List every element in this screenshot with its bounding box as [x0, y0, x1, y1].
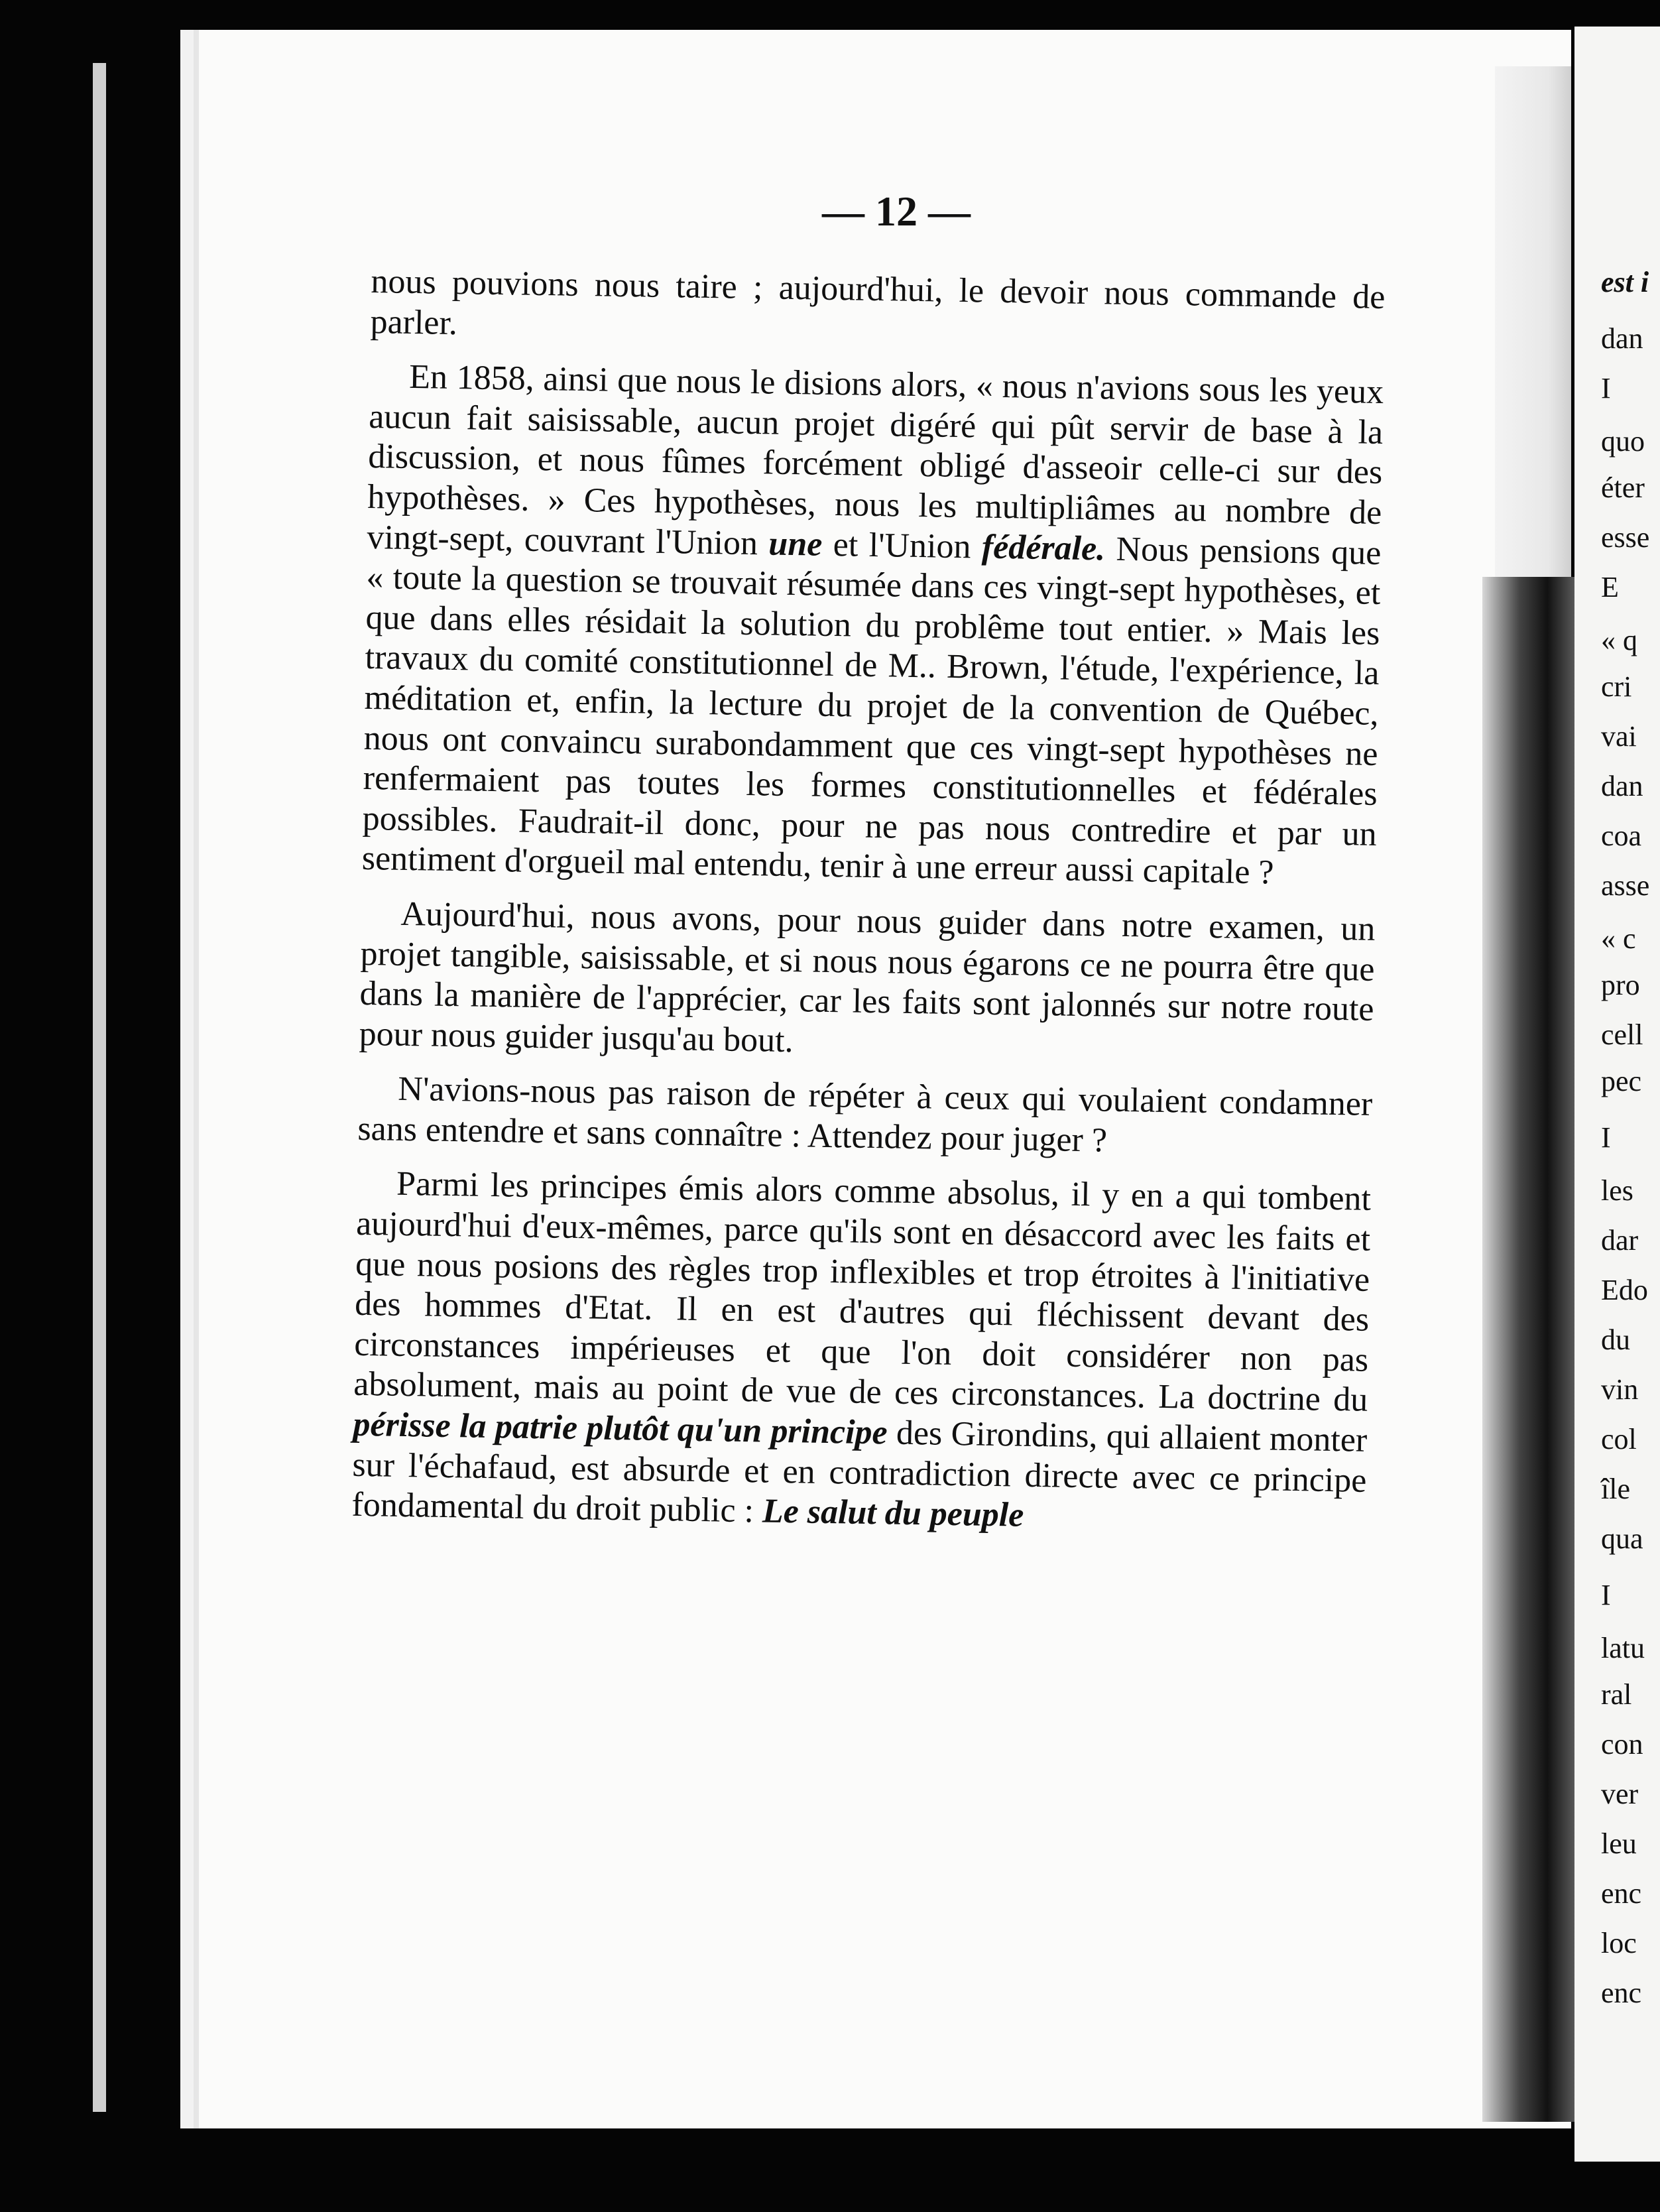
next-page-fragment: con	[1601, 1728, 1643, 1760]
text-run: Parmi les principes émis alors comme absolus, il y en a qui tombent aujourd'hui d'eux-mêmes, parce qu'ils sont en désaccord avec les faits et que nous posions des règles trop inflexibles et trop étroites à l'initiative des hommes d'Etat. Il en est d'autres qui fléchissent devant des circonstances impérieuses et que l'on doit considérer non pas absolument, mais au point de vue de ces circonstances. La doctrine du	[353, 1165, 1372, 1420]
next-page-fragment: « q	[1601, 624, 1637, 656]
paragraph	[351, 1164, 1371, 1541]
paragraph	[370, 262, 1386, 358]
next-page-fragment: pec	[1601, 1065, 1642, 1097]
next-page-fragment: E	[1601, 571, 1619, 603]
next-page-fragment: cri	[1601, 670, 1632, 703]
next-page-fragment: vin	[1601, 1373, 1639, 1406]
next-page-fragment: loc	[1601, 1927, 1637, 1959]
next-page-fragment: enc	[1601, 1977, 1642, 2009]
text-run: et l'Union	[821, 525, 982, 566]
next-page-fragment: est i	[1601, 266, 1649, 298]
next-page-fragment: ral	[1601, 1678, 1632, 1711]
italic-text: Le salut du peuple	[762, 1492, 1024, 1534]
next-page-fragment: éter	[1601, 471, 1645, 504]
next-page-fragment: cell	[1601, 1018, 1643, 1051]
paragraph	[359, 894, 1376, 1070]
next-page-fragment: dar	[1601, 1224, 1639, 1257]
next-page-fragment: asse	[1601, 869, 1650, 902]
paragraph	[361, 357, 1384, 895]
next-page-fragment: dan	[1601, 322, 1643, 355]
next-page-fragment: coa	[1601, 820, 1642, 852]
next-page-edge	[1574, 27, 1660, 2162]
page-curl-top	[1495, 66, 1571, 584]
next-page-fragment: du	[1601, 1323, 1630, 1356]
next-page-fragment: « c	[1601, 922, 1636, 955]
next-page-fragment: ver	[1601, 1778, 1639, 1810]
body-text	[351, 262, 1386, 1556]
page-number: — 12 —	[822, 188, 971, 235]
next-page-fragment: qua	[1601, 1522, 1643, 1555]
next-page-fragment: latu	[1601, 1632, 1645, 1664]
next-page-fragment: Edo	[1601, 1274, 1648, 1306]
next-page-fragment: vai	[1601, 720, 1637, 753]
next-page-fragment: les	[1601, 1174, 1633, 1207]
next-page-fragment: I	[1601, 372, 1611, 404]
page-curl-gutter	[1482, 577, 1575, 2122]
next-page-fragment: leu	[1601, 1827, 1637, 1860]
italic-text: fédérale.	[981, 528, 1106, 568]
text-run: Nous pensions que « toute la question se trouvait résumée dans ces vingt-sept hypothèses, et que dans elles résidait la solution du problême tout entier. » Mais les travaux du comité constitutionnel de M.. Brown, l'étude, l'expérience, la méditation et, enfin, la lecture du projet de la convention de Québec, nous ont convaincu surabondamment que ces vingt-sept hypothèses ne renfermaient pas toutes les formes constitutionnelles et fédérales possibles. Faudrait-il donc, pour ne pas nous contredire et par un sentiment d'orgueil mal entendu, tenir à une erreur aussi capitale ?	[361, 530, 1382, 892]
next-page-fragment: esse	[1601, 521, 1650, 554]
next-page-fragment: île	[1601, 1473, 1630, 1505]
next-page-fragment: quo	[1601, 425, 1645, 458]
next-page-fragment: I	[1601, 1579, 1611, 1611]
text-run: des Girondins, qui allaient monter sur l'échafaud, est absurde et en contradiction directe avec ce principe fondamental du droit public :	[351, 1414, 1368, 1530]
text-run: Aujourd'hui, nous avons, pour nous guider dans notre examen, un projet tangible, saisissable, et si nous nous égarons ce ne pourra être que dans la manière de l'apprécier, car les faits sont jalonnés sur notre route pour nous guider jusqu'au bout.	[359, 894, 1376, 1060]
text-run: N'avions-nous pas raison de répéter à ceux qui voulaient condamner sans entendre et sans connaître : Attendez pour juger ?	[357, 1070, 1373, 1160]
paragraph	[357, 1069, 1373, 1165]
next-page-fragment: I	[1601, 1121, 1611, 1154]
page-edge-shadow	[93, 63, 106, 2112]
text-run: En 1858, ainsi que nous le disions alors, « nous n'avions sous les yeux aucun fait saisissable, aucun projet digéré qui pût servir de base à la discussion, et nous fûmes forcément obligé d'asseoir celle-ci sur des hypothèses. » Ces hypothèses, nous les multipliâmes au nombre de vingt-sept, couvrant l'Union	[367, 358, 1384, 563]
next-page-fragment: enc	[1601, 1877, 1642, 1910]
next-page-fragment: pro	[1601, 969, 1640, 1001]
text-run: nous pouvions nous taire ; aujourd'hui, le devoir nous commande de parler.	[370, 262, 1386, 342]
italic-text: périsse la patrie plutôt qu'un principe	[353, 1405, 888, 1452]
italic-text: une	[768, 524, 823, 564]
next-page-fragment: col	[1601, 1423, 1637, 1455]
next-page-fragment: dan	[1601, 770, 1643, 802]
